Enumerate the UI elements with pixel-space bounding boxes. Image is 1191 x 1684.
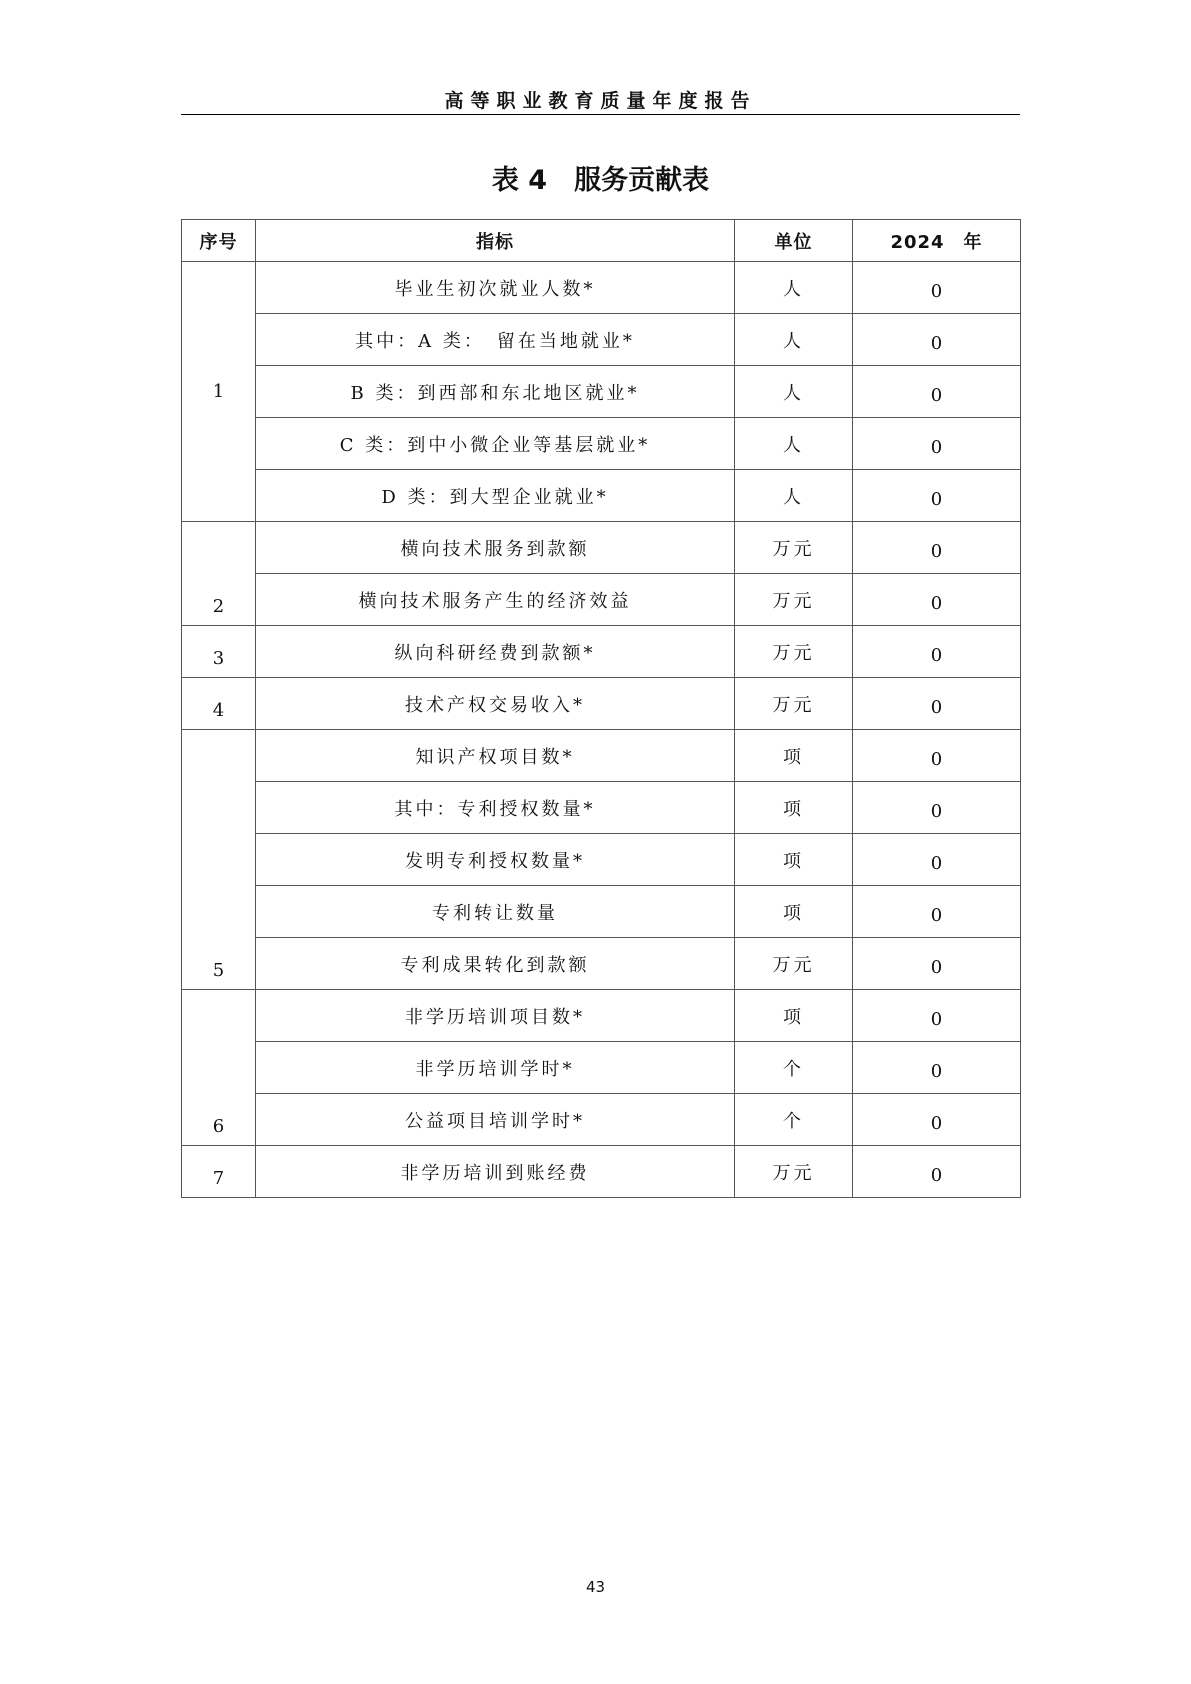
seq-cell: 1	[182, 262, 256, 522]
value-cell: 0	[853, 262, 1021, 314]
value-cell: 0	[853, 470, 1021, 522]
indicator-cell: 发明专利授权数量*	[256, 834, 735, 886]
table-row	[182, 366, 1021, 418]
table-title: 表 4 服务贡献表	[491, 165, 710, 196]
indicator-cell: 横向技术服务产生的经济效益	[256, 574, 735, 626]
indicator-cell: D 类：到大型企业就业*	[256, 470, 735, 522]
unit-cell: 个	[735, 1094, 853, 1146]
seq-cell: 2	[182, 522, 256, 626]
page-number: 43	[585, 1578, 606, 1596]
value-cell: 0	[853, 990, 1021, 1042]
unit-cell: 万元	[735, 938, 853, 990]
value-cell: 0	[853, 886, 1021, 938]
indicator-cell: 非学历培训项目数*	[256, 990, 735, 1042]
indicator-cell: C 类：到中小微企业等基层就业*	[256, 418, 735, 470]
seq-cell: 4	[182, 678, 256, 730]
unit-cell: 项	[735, 886, 853, 938]
seq-cell: 7	[182, 1146, 256, 1198]
value-cell: 0	[853, 782, 1021, 834]
table-row	[182, 886, 1021, 938]
indicator-cell: 其中：A 类： 留在当地就业*	[256, 314, 735, 366]
indicator-cell: 纵向科研经费到款额*	[256, 626, 735, 678]
unit-cell: 万元	[735, 522, 853, 574]
table-row	[182, 834, 1021, 886]
column-header-year: 2024 年	[853, 220, 1021, 262]
unit-cell: 万元	[735, 574, 853, 626]
indicator-cell: 公益项目培训学时*	[256, 1094, 735, 1146]
column-header-indicator: 指标	[256, 220, 735, 262]
value-cell: 0	[853, 1146, 1021, 1198]
indicator-cell: 其中：专利授权数量*	[256, 782, 735, 834]
unit-cell: 人	[735, 470, 853, 522]
table-body	[182, 262, 1021, 1198]
indicator-cell: 横向技术服务到款额	[256, 522, 735, 574]
value-cell: 0	[853, 314, 1021, 366]
unit-cell: 万元	[735, 1146, 853, 1198]
indicator-cell: 技术产权交易收入*	[256, 678, 735, 730]
unit-cell: 项	[735, 834, 853, 886]
indicator-cell: 非学历培训学时*	[256, 1042, 735, 1094]
value-cell: 0	[853, 678, 1021, 730]
table-row	[182, 1042, 1021, 1094]
seq-cell: 5	[182, 730, 256, 990]
unit-cell: 人	[735, 262, 853, 314]
unit-cell: 项	[735, 990, 853, 1042]
value-cell: 0	[853, 366, 1021, 418]
table-row	[182, 782, 1021, 834]
indicator-cell: 非学历培训到账经费	[256, 1146, 735, 1198]
table-row	[182, 522, 1021, 574]
table-row	[182, 314, 1021, 366]
table-row	[182, 1146, 1021, 1198]
table-row	[182, 470, 1021, 522]
value-cell: 0	[853, 626, 1021, 678]
table-row	[182, 678, 1021, 730]
column-header-seq: 序号	[182, 220, 256, 262]
table-row	[182, 938, 1021, 990]
value-cell: 0	[853, 834, 1021, 886]
indicator-cell: 知识产权项目数*	[256, 730, 735, 782]
unit-cell: 项	[735, 782, 853, 834]
value-cell: 0	[853, 938, 1021, 990]
unit-cell: 万元	[735, 678, 853, 730]
unit-cell: 个	[735, 1042, 853, 1094]
table-row	[182, 574, 1021, 626]
indicator-cell: B 类：到西部和东北地区就业*	[256, 366, 735, 418]
unit-cell: 项	[735, 730, 853, 782]
table-row	[182, 990, 1021, 1042]
table-row	[182, 626, 1021, 678]
seq-cell: 6	[182, 990, 256, 1146]
seq-cell: 3	[182, 626, 256, 678]
table-row	[182, 730, 1021, 782]
table-row	[182, 1094, 1021, 1146]
running-header: 高等职业教育质量年度报告	[444, 90, 757, 112]
unit-cell: 人	[735, 418, 853, 470]
table-row	[182, 262, 1021, 314]
indicator-cell: 专利成果转化到款额	[256, 938, 735, 990]
unit-cell: 人	[735, 314, 853, 366]
indicator-cell: 毕业生初次就业人数*	[256, 262, 735, 314]
table-row	[182, 418, 1021, 470]
unit-cell: 人	[735, 366, 853, 418]
value-cell: 0	[853, 522, 1021, 574]
value-cell: 0	[853, 1042, 1021, 1094]
value-cell: 0	[853, 730, 1021, 782]
value-cell: 0	[853, 1094, 1021, 1146]
unit-cell: 万元	[735, 626, 853, 678]
value-cell: 0	[853, 574, 1021, 626]
indicator-cell: 专利转让数量	[256, 886, 735, 938]
value-cell: 0	[853, 418, 1021, 470]
column-header-unit: 单位	[735, 220, 853, 262]
service-contribution-table	[181, 219, 1021, 1198]
header-rule	[181, 114, 1020, 115]
table-header-row	[182, 220, 1021, 262]
